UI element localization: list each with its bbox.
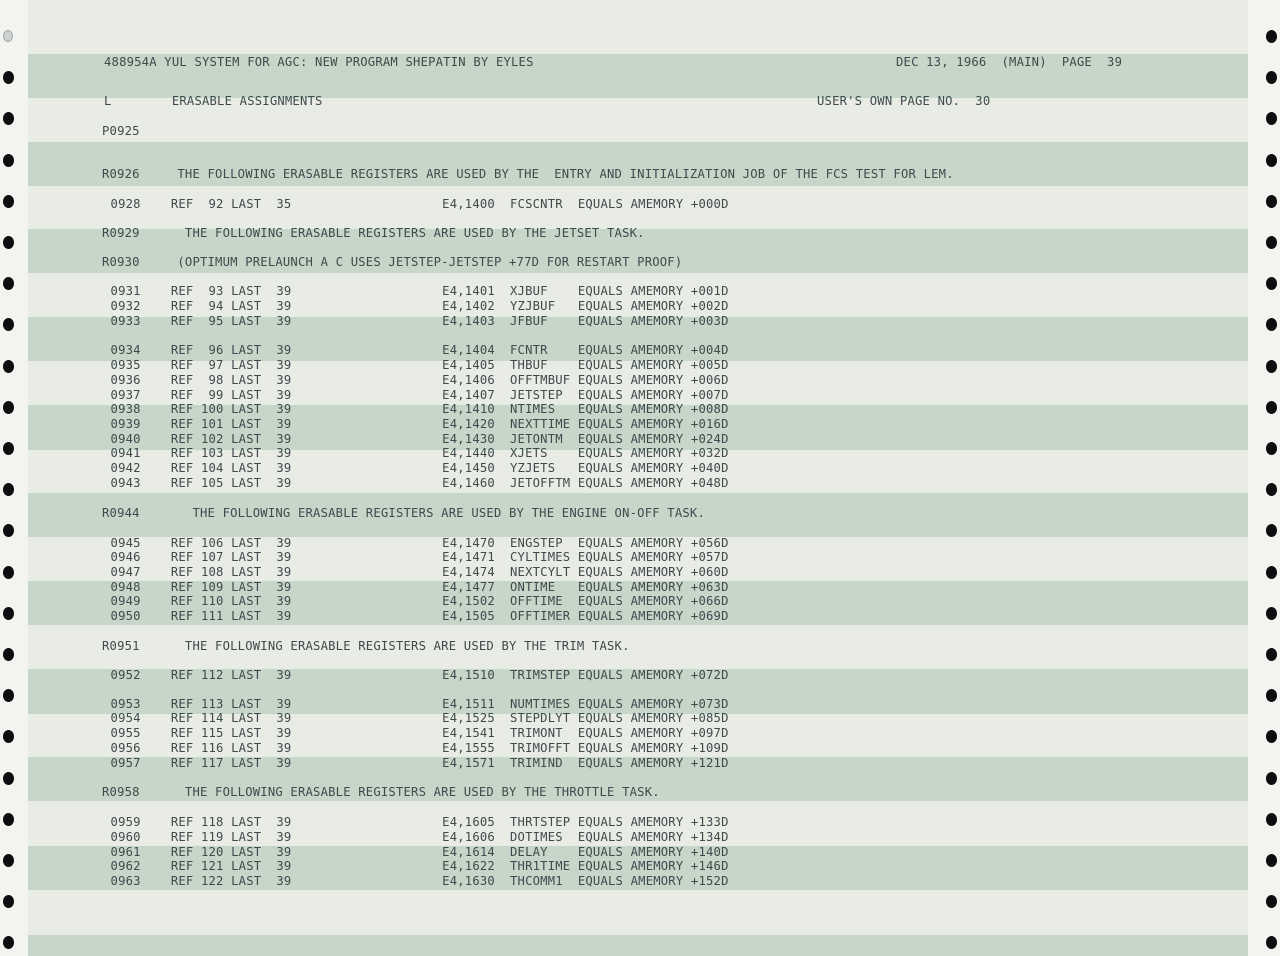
assignment-line: 0957 REF 117 LAST 39 E4,1571 TRIMIND EQUALS AMEMORY +121D — [103, 756, 729, 770]
assignment-line: 0931 REF 93 LAST 39 E4,1401 XJBUF EQUALS AMEMORY +001D — [103, 284, 729, 298]
assignment-line: 0938 REF 100 LAST 39 E4,1410 NTIMES EQUALS AMEMORY +008D — [103, 402, 729, 416]
right-tractor-hole — [1266, 813, 1277, 826]
assignment-line: 0934 REF 96 LAST 39 E4,1404 FCNTR EQUALS AMEMORY +004D — [103, 343, 729, 357]
assignment-line: 0947 REF 108 LAST 39 E4,1474 NEXTCYLT EQUALS AMEMORY +060D — [103, 565, 729, 579]
right-tractor-hole — [1266, 607, 1277, 620]
left-tractor-hole — [3, 401, 14, 414]
left-tractor-hole — [3, 936, 14, 949]
assignment-line: 0963 REF 122 LAST 39 E4,1630 THCOMM1 EQUALS AMEMORY +152D — [103, 874, 729, 888]
left-tractor-margin — [0, 0, 28, 956]
header-date-page: DEC 13, 1966 (MAIN) PAGE 39 — [896, 55, 1123, 69]
remark-line: R0951 THE FOLLOWING ERASABLE REGISTERS ARE USED BY THE TRIM TASK. — [102, 639, 630, 653]
assignment-line: 0928 REF 92 LAST 35 E4,1400 FCSCNTR EQUALS AMEMORY +000D — [103, 197, 729, 211]
assignment-line: 0942 REF 104 LAST 39 E4,1450 YZJETS EQUALS AMEMORY +040D — [103, 461, 729, 475]
remark-line: R0944 THE FOLLOWING ERASABLE REGISTERS ARE USED BY THE ENGINE ON-OFF TASK. — [102, 506, 705, 520]
right-tractor-hole — [1266, 154, 1277, 167]
assignment-line: 0960 REF 119 LAST 39 E4,1606 DOTIMES EQUALS AMEMORY +134D — [103, 830, 729, 844]
assignment-line: 0950 REF 111 LAST 39 E4,1505 OFFTIMER EQUALS AMEMORY +069D — [103, 609, 729, 623]
left-tractor-hole — [3, 483, 14, 496]
left-tractor-hole — [3, 648, 14, 661]
left-tractor-hole — [3, 318, 14, 331]
right-tractor-hole — [1266, 318, 1277, 331]
assignment-line: 0937 REF 99 LAST 39 E4,1407 JETSTEP EQUALS AMEMORY +007D — [103, 388, 729, 402]
left-tractor-hole — [3, 154, 14, 167]
right-tractor-hole — [1266, 524, 1277, 537]
remark-line: R0929 THE FOLLOWING ERASABLE REGISTERS ARE USED BY THE JETSET TASK. — [102, 226, 645, 240]
assignment-line: 0935 REF 97 LAST 39 E4,1405 THBUF EQUALS AMEMORY +005D — [103, 358, 729, 372]
left-tractor-hole — [3, 689, 14, 702]
right-tractor-hole — [1266, 689, 1277, 702]
assignment-line: 0962 REF 121 LAST 39 E4,1622 THR1TIME EQUALS AMEMORY +146D — [103, 859, 729, 873]
left-tractor-hole — [3, 524, 14, 537]
assignment-line: 0959 REF 118 LAST 39 E4,1605 THRTSTEP EQUALS AMEMORY +133D — [103, 815, 729, 829]
left-tractor-hole — [3, 566, 14, 579]
assignment-line: 0933 REF 95 LAST 39 E4,1403 JFBUF EQUALS AMEMORY +003D — [103, 314, 729, 328]
assignment-line: 0945 REF 106 LAST 39 E4,1470 ENGSTEP EQUALS AMEMORY +056D — [103, 536, 729, 550]
remark-line: P0925 — [102, 124, 140, 138]
left-tractor-hole — [3, 360, 14, 373]
assignment-line: 0956 REF 116 LAST 39 E4,1555 TRIMOFFT EQUALS AMEMORY +109D — [103, 741, 729, 755]
left-tractor-hole — [3, 30, 13, 42]
assignment-line: 0943 REF 105 LAST 39 E4,1460 JETOFFTM EQUALS AMEMORY +048D — [103, 476, 729, 490]
users-page-number: USER'S OWN PAGE NO. 30 — [817, 94, 991, 108]
right-tractor-hole — [1266, 277, 1277, 290]
right-tractor-hole — [1266, 936, 1277, 949]
assignment-line: 0961 REF 120 LAST 39 E4,1614 DELAY EQUALS AMEMORY +140D — [103, 845, 729, 859]
header-title: 488954A YUL SYSTEM FOR AGC: NEW PROGRAM SHEPATIN BY EYLES — [104, 55, 534, 69]
left-tractor-hole — [3, 236, 14, 249]
right-tractor-hole — [1266, 854, 1277, 867]
assignment-line: 0949 REF 110 LAST 39 E4,1502 OFFTIME EQUALS AMEMORY +066D — [103, 594, 729, 608]
left-tractor-hole — [3, 854, 14, 867]
right-tractor-hole — [1266, 566, 1277, 579]
remark-line: R0926 THE FOLLOWING ERASABLE REGISTERS ARE USED BY THE ENTRY AND INITIALIZATION JOB OF THE FCS TEST FOR LEM. — [102, 167, 954, 181]
right-tractor-margin — [1248, 0, 1280, 956]
right-tractor-hole — [1266, 442, 1277, 455]
left-tractor-hole — [3, 813, 14, 826]
greenbar-band — [28, 935, 1248, 956]
right-tractor-hole — [1266, 112, 1277, 125]
right-tractor-hole — [1266, 772, 1277, 785]
assignment-line: 0936 REF 98 LAST 39 E4,1406 OFFTMBUF EQUALS AMEMORY +006D — [103, 373, 729, 387]
assignment-line: 0952 REF 112 LAST 39 E4,1510 TRIMSTEP EQUALS AMEMORY +072D — [103, 668, 729, 682]
right-tractor-hole — [1266, 401, 1277, 414]
left-tractor-hole — [3, 112, 14, 125]
assignment-line: 0948 REF 109 LAST 39 E4,1477 ONTIME EQUALS AMEMORY +063D — [103, 580, 729, 594]
assignment-line: 0946 REF 107 LAST 39 E4,1471 CYLTIMES EQUALS AMEMORY +057D — [103, 550, 729, 564]
right-tractor-hole — [1266, 483, 1277, 496]
assignment-line: 0955 REF 115 LAST 39 E4,1541 TRIMONT EQUALS AMEMORY +097D — [103, 726, 729, 740]
left-tractor-hole — [3, 772, 14, 785]
right-tractor-hole — [1266, 730, 1277, 743]
remark-line: R0930 (OPTIMUM PRELAUNCH A C USES JETSTEP-JETSTEP +77D FOR RESTART PROOF) — [102, 255, 683, 269]
remark-line: R0958 THE FOLLOWING ERASABLE REGISTERS ARE USED BY THE THROTTLE TASK. — [102, 785, 660, 799]
left-tractor-hole — [3, 607, 14, 620]
right-tractor-hole — [1266, 648, 1277, 661]
assignment-line: 0953 REF 113 LAST 39 E4,1511 NUMTIMES EQUALS AMEMORY +073D — [103, 697, 729, 711]
section-heading: L ERASABLE ASSIGNMENTS — [104, 94, 323, 108]
assignment-line: 0941 REF 103 LAST 39 E4,1440 XJETS EQUALS AMEMORY +032D — [103, 446, 729, 460]
right-tractor-hole — [1266, 195, 1277, 208]
assignment-line: 0954 REF 114 LAST 39 E4,1525 STEPDLYT EQUALS AMEMORY +085D — [103, 711, 729, 725]
left-tractor-hole — [3, 895, 14, 908]
right-tractor-hole — [1266, 236, 1277, 249]
right-tractor-hole — [1266, 71, 1277, 84]
assignment-line: 0932 REF 94 LAST 39 E4,1402 YZJBUF EQUALS AMEMORY +002D — [103, 299, 729, 313]
left-tractor-hole — [3, 730, 14, 743]
right-tractor-hole — [1266, 895, 1277, 908]
assignment-line: 0940 REF 102 LAST 39 E4,1430 JETONTM EQUALS AMEMORY +024D — [103, 432, 729, 446]
left-tractor-hole — [3, 71, 14, 84]
right-tractor-hole — [1266, 30, 1277, 43]
assignment-line: 0939 REF 101 LAST 39 E4,1420 NEXTTIME EQUALS AMEMORY +016D — [103, 417, 729, 431]
left-tractor-hole — [3, 195, 14, 208]
left-tractor-hole — [3, 442, 14, 455]
right-tractor-hole — [1266, 360, 1277, 373]
left-tractor-hole — [3, 277, 14, 290]
